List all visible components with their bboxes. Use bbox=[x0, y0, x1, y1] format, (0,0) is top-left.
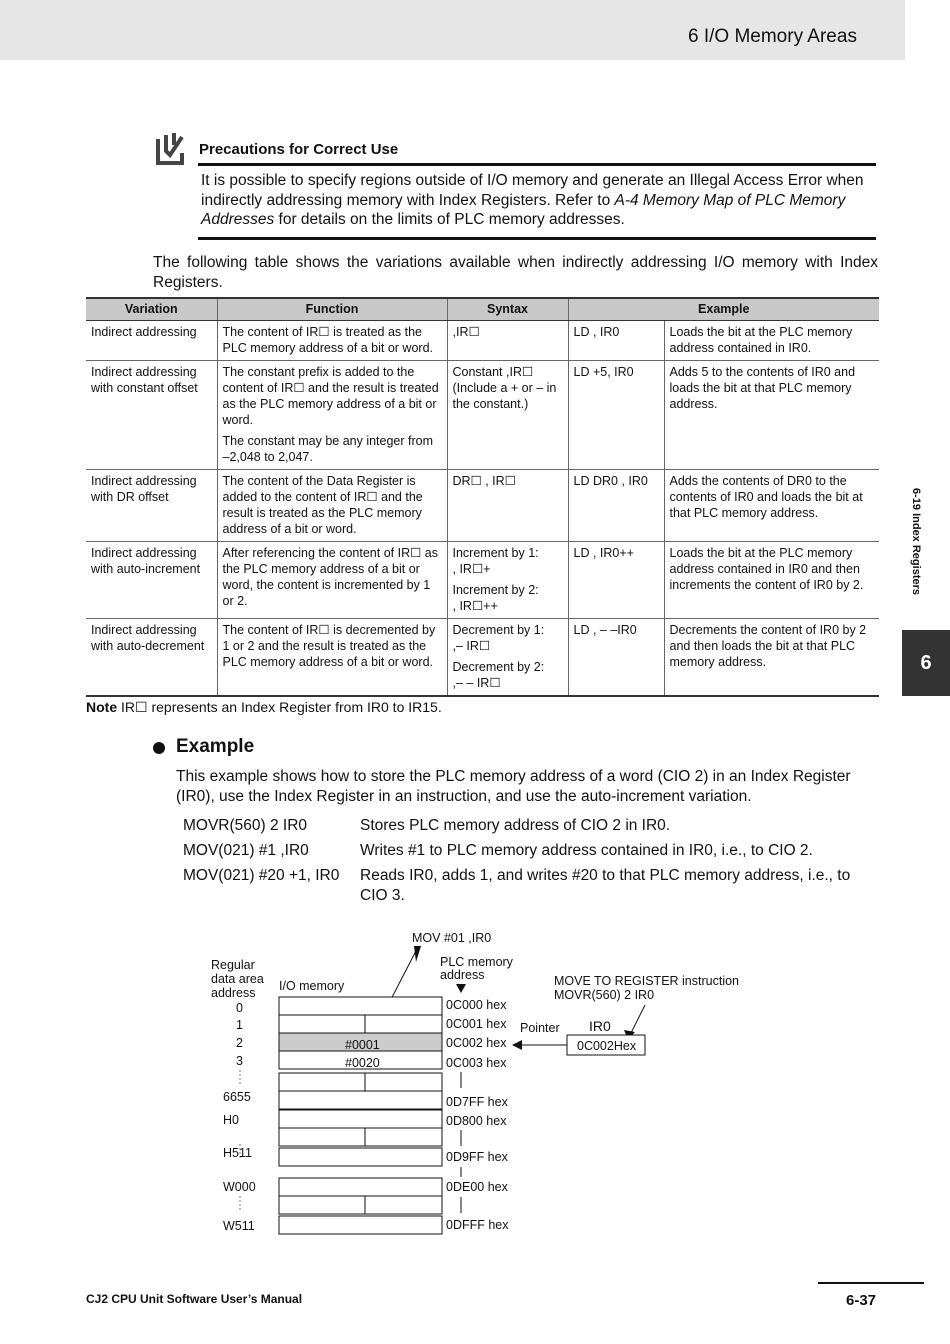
right-address: 0D800 hex bbox=[446, 1114, 507, 1128]
mov-label: MOV #01 ,IR0 bbox=[412, 931, 492, 945]
cell-syntax bbox=[447, 618, 568, 696]
io-memory-label: I/O memory bbox=[279, 979, 345, 993]
precautions-body: It is possible to specify regions outside of I/O memory and generate an Illegal Access Error when indirectly addressing memory with Index Registers. Refer to A-4 Memory Map of PLC Memory Addresses for details on the limits of PLC memory addresses. bbox=[201, 172, 864, 228]
right-address: 0C000 hex bbox=[446, 998, 507, 1012]
reference-link-text: A-4 Memory Map of PLC Memory Addresses bbox=[201, 191, 846, 228]
cell-syntax bbox=[447, 320, 568, 360]
left-address: 0 bbox=[236, 1001, 243, 1015]
right-address: 0C003 hex bbox=[446, 1056, 507, 1070]
cell-function-text: The content of the Data Register is added to the content of IR☐ and the result is treated as the PLC memory address of a bit or word. bbox=[222, 473, 423, 536]
cell-variation bbox=[86, 469, 217, 541]
footer-rule bbox=[818, 1282, 924, 1284]
cell-variation-text: Indirect addressing with auto-increment bbox=[91, 545, 201, 576]
cell-function-text: After referencing the content of IR☐ as the PLC memory address of a bit or word, the content is incremented by 1 or 2. bbox=[222, 545, 438, 608]
arrow-down-icon bbox=[456, 984, 466, 993]
cell-variation-text: Indirect addressing bbox=[91, 324, 197, 339]
table-row bbox=[86, 320, 879, 360]
cell-example-desc bbox=[664, 320, 879, 360]
cell-syntax-text: Increment by 2: , IR☐++ bbox=[452, 582, 539, 613]
cell-variation-text: Indirect addressing with constant offset bbox=[91, 364, 198, 395]
cell-example-code-text: LD +5, IR0 bbox=[573, 364, 634, 379]
precaution-icon bbox=[156, 131, 188, 165]
header-function: Function bbox=[217, 298, 447, 320]
cell-value: #0020 bbox=[345, 1056, 380, 1070]
cell-example-desc-text: Loads the bit at the PLC memory address contained in IR0. bbox=[669, 324, 853, 355]
cell-function bbox=[217, 320, 447, 360]
cell-function-text: The constant may be any integer from –2,048 to 2,047. bbox=[222, 433, 434, 464]
intro-paragraph: The following table shows the variations available when indirectly addressing I/O memory with Index Registers. bbox=[153, 254, 878, 291]
cell-value: #0001 bbox=[345, 1038, 380, 1052]
cell-example-code bbox=[568, 320, 664, 360]
instruction-code: MOV(021) #20 +1, IR0 bbox=[183, 867, 340, 884]
page-header-title: 6 I/O Memory Areas bbox=[688, 26, 857, 47]
plc-label-line: PLC memory bbox=[440, 955, 513, 969]
pointer-label: Pointer bbox=[520, 1021, 560, 1035]
precautions-rule-top bbox=[198, 163, 876, 166]
cell-example-code bbox=[568, 469, 664, 541]
memory-diagram bbox=[0, 920, 950, 1250]
side-tab-section-label: 6-19 Index Registers bbox=[910, 488, 922, 595]
cell-function-text: The constant prefix is added to the content of IR☐ and the result is treated as the PLC memory address of a bit or word. bbox=[222, 364, 439, 427]
table-header-row bbox=[86, 298, 879, 320]
left-address: W000 bbox=[223, 1180, 256, 1194]
cell-function bbox=[217, 618, 447, 696]
header-variation: Variation bbox=[86, 298, 217, 320]
example-title: Example bbox=[176, 736, 255, 757]
left-address: H0 bbox=[223, 1113, 239, 1127]
header-example: Example bbox=[568, 298, 879, 320]
left-address: 2 bbox=[236, 1036, 243, 1050]
cell-syntax bbox=[447, 469, 568, 541]
cell-variation bbox=[86, 320, 217, 360]
ir0-value: 0C002Hex bbox=[577, 1039, 637, 1053]
cell-syntax-text: Constant ,IR☐ (Include a + or – in the constant.) bbox=[452, 364, 557, 411]
instruction-code: MOVR(560) 2 IR0 bbox=[183, 817, 308, 834]
regular-label-line: data area bbox=[211, 972, 264, 986]
cell-syntax-text: Decrement by 2: ,– – IR☐ bbox=[452, 659, 545, 690]
right-address: 0DFFF hex bbox=[446, 1218, 509, 1232]
cell-example-desc-text: Loads the bit at the PLC memory address contained in IR0 and then increments the content of IR0 by 2. bbox=[669, 545, 864, 592]
cell-function bbox=[217, 360, 447, 469]
right-address: 0C002 hex bbox=[446, 1036, 507, 1050]
cell-syntax bbox=[447, 541, 568, 618]
bullet-icon bbox=[153, 742, 165, 754]
precautions-title: Precautions for Correct Use bbox=[199, 141, 399, 158]
cell-example-code-text: LD DR0 , IR0 bbox=[573, 473, 648, 488]
example-body: This example shows how to store the PLC memory address of a word (CIO 2) in an Index Register (IR0), use the Index Register in an instruction, and use the auto-increment variation. bbox=[176, 768, 851, 805]
regular-label-line: address bbox=[211, 986, 256, 1000]
regular-label-line: Regular bbox=[211, 958, 255, 972]
right-address: 0D9FF hex bbox=[446, 1150, 508, 1164]
cell-syntax-text: Decrement by 1: ,– IR☐ bbox=[452, 622, 545, 653]
cell-example-code bbox=[568, 360, 664, 469]
cell-function-text: The content of IR☐ is decremented by 1 or 2 and the result is treated as the PLC memory address of a bit or word. bbox=[222, 622, 436, 669]
cell-example-desc bbox=[664, 541, 879, 618]
left-address: 3 bbox=[236, 1054, 243, 1068]
table-row bbox=[86, 541, 879, 618]
plc-label-line: address bbox=[440, 968, 485, 982]
cell-syntax bbox=[447, 360, 568, 469]
right-address: 0D7FF hex bbox=[446, 1095, 508, 1109]
cell-example-code-text: LD , IR0++ bbox=[573, 545, 634, 560]
move-label-line: MOVR(560) 2 IR0 bbox=[554, 988, 655, 1002]
left-address: 6655 bbox=[223, 1090, 251, 1104]
move-label-line: MOVE TO REGISTER instruction bbox=[554, 974, 740, 988]
cell-example-code-text: LD , – –IR0 bbox=[573, 622, 637, 637]
cell-syntax-text: Increment by 1: , IR☐+ bbox=[452, 545, 539, 576]
note-label: Note bbox=[86, 699, 118, 715]
table-row bbox=[86, 618, 879, 696]
precautions-rule-bottom bbox=[198, 237, 876, 240]
side-tab-chapter-number: 6 bbox=[902, 630, 950, 696]
table-row bbox=[86, 360, 879, 469]
cell-example-code-text: LD , IR0 bbox=[573, 324, 620, 339]
note bbox=[86, 699, 442, 716]
cell-syntax-text: ,IR☐ bbox=[452, 324, 480, 339]
instruction-desc: Writes #1 to PLC memory address contained in IR0, i.e., to CIO 2. bbox=[360, 842, 813, 859]
cell-example-desc-text: Decrements the content of IR0 by 2 and then loads the bit at that PLC memory address. bbox=[669, 622, 867, 669]
instruction-code: MOV(021) #1 ,IR0 bbox=[183, 842, 309, 859]
cell-variation-text: Indirect addressing with auto-decrement bbox=[91, 622, 205, 653]
variations-table bbox=[86, 297, 879, 697]
note-text: IR☐ represents an Index Register from IR0 to IR15. bbox=[117, 699, 442, 715]
ir0-label: IR0 bbox=[589, 1018, 611, 1034]
cell-function-text: The content of IR☐ is treated as the PLC memory address of a bit or word. bbox=[222, 324, 433, 355]
cell-function bbox=[217, 469, 447, 541]
cell-syntax-text: DR☐ , IR☐ bbox=[452, 473, 516, 488]
cell-example-desc-text: Adds 5 to the contents of IR0 and loads the bit at that PLC memory address. bbox=[669, 364, 856, 411]
cell-example-desc bbox=[664, 360, 879, 469]
cell-example-code bbox=[568, 618, 664, 696]
cell-variation bbox=[86, 541, 217, 618]
footer-manual-title: CJ2 CPU Unit Software User’s Manual bbox=[86, 1292, 303, 1306]
left-address: 1 bbox=[236, 1018, 243, 1032]
header-syntax: Syntax bbox=[447, 298, 568, 320]
cell-variation bbox=[86, 618, 217, 696]
left-address: W511 bbox=[223, 1219, 255, 1233]
cell-example-desc bbox=[664, 469, 879, 541]
left-address: H511 bbox=[223, 1146, 252, 1160]
cell-example-code bbox=[568, 541, 664, 618]
cell-example-desc-text: Adds the contents of DR0 to the contents of IR0 and loads the bit at that PLC memory address. bbox=[669, 473, 863, 520]
instruction-desc: Reads IR0, adds 1, and writes #20 to that PLC memory address, i.e., to CIO 3. bbox=[360, 867, 851, 904]
instruction-desc: Stores PLC memory address of CIO 2 in IR0. bbox=[360, 817, 671, 834]
cell-example-desc bbox=[664, 618, 879, 696]
right-address: 0C001 hex bbox=[446, 1017, 507, 1031]
cell-variation bbox=[86, 360, 217, 469]
cell-variation-text: Indirect addressing with DR offset bbox=[91, 473, 197, 504]
right-address: 0DE00 hex bbox=[446, 1180, 508, 1194]
cell-function bbox=[217, 541, 447, 618]
table-row bbox=[86, 469, 879, 541]
footer-page-number: 6-37 bbox=[846, 1292, 877, 1309]
